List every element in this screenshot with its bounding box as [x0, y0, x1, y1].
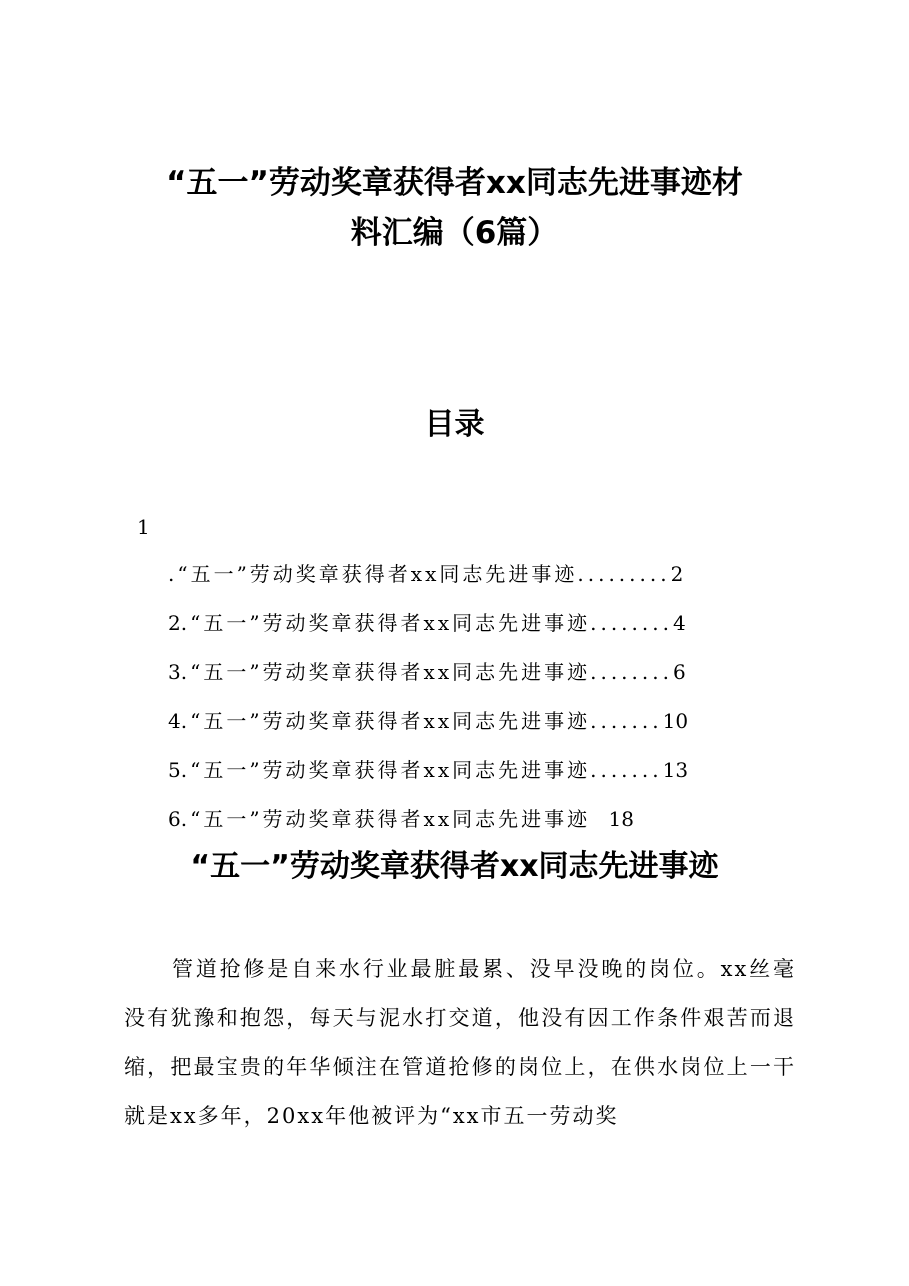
toc-item-text: .“五一”劳动奖章获得者xx同志先进事迹: [180, 758, 591, 782]
toc-item-leader: ........: [590, 611, 673, 635]
toc-item-text: .“五一”劳动奖章获得者xx同志先进事迹: [180, 709, 591, 733]
toc-item-3[interactable]: [168, 660, 788, 709]
toc-item-text: .“五一”劳动奖章获得者xx同志先进事迹: [180, 807, 591, 831]
toc-item-leader: .........: [577, 562, 671, 586]
toc-item-page: 2: [670, 562, 684, 586]
toc-item-leader: .......: [590, 758, 663, 782]
toc-item-page: 13: [662, 758, 689, 782]
toc-item-leader: [590, 807, 608, 831]
toc-item-number: 6: [168, 807, 181, 831]
toc-list: [168, 562, 788, 856]
section-title: “五一”劳动奖章获得者xx同志先进事迹: [190, 849, 719, 884]
body-paragraph: 管道抢修是自来水行业最脏最累、没早没晚的岗位。xx丝毫没有犹豫和抱怨，每天与泥水打交道，他没有因工作条件艰苦而退缩，把最宝贵的年华倾注在管道抢修的岗位上，在供水岗位上一干就是xx多年，20xx年他被评为“xx市五一劳动奖: [124, 957, 796, 1128]
toc-item-2[interactable]: [168, 611, 788, 660]
toc-item-leader: .......: [590, 709, 663, 733]
toc-item-number: 3: [168, 660, 181, 684]
document-title-line-2: 料汇编（6篇）: [350, 215, 559, 251]
toc-item-page: 6: [672, 660, 686, 684]
toc-item-number: 4: [168, 709, 181, 733]
toc-item-text: .“五一”劳动奖章获得者xx同志先进事迹: [180, 611, 591, 635]
toc-item-number: 2: [168, 611, 181, 635]
toc-item-4[interactable]: [168, 709, 788, 758]
document-title-line-1: “五一”劳动奖章获得者xx同志先进事迹材: [166, 165, 743, 201]
toc-item-page: 18: [608, 807, 634, 831]
toc-item-text: .“五一”劳动奖章获得者xx同志先进事迹: [168, 562, 578, 586]
toc-item-leader: ........: [590, 660, 673, 684]
toc-item-page: 4: [672, 611, 686, 635]
toc-heading: 目录: [424, 407, 485, 442]
toc-item-text: .“五一”劳动奖章获得者xx同志先进事迹: [180, 660, 591, 684]
toc-item-page: 10: [662, 709, 689, 733]
toc-marker: 1: [137, 515, 150, 539]
toc-item-1[interactable]: [168, 562, 788, 611]
toc-item-number: 5: [168, 758, 181, 782]
toc-item-5[interactable]: [168, 758, 788, 807]
